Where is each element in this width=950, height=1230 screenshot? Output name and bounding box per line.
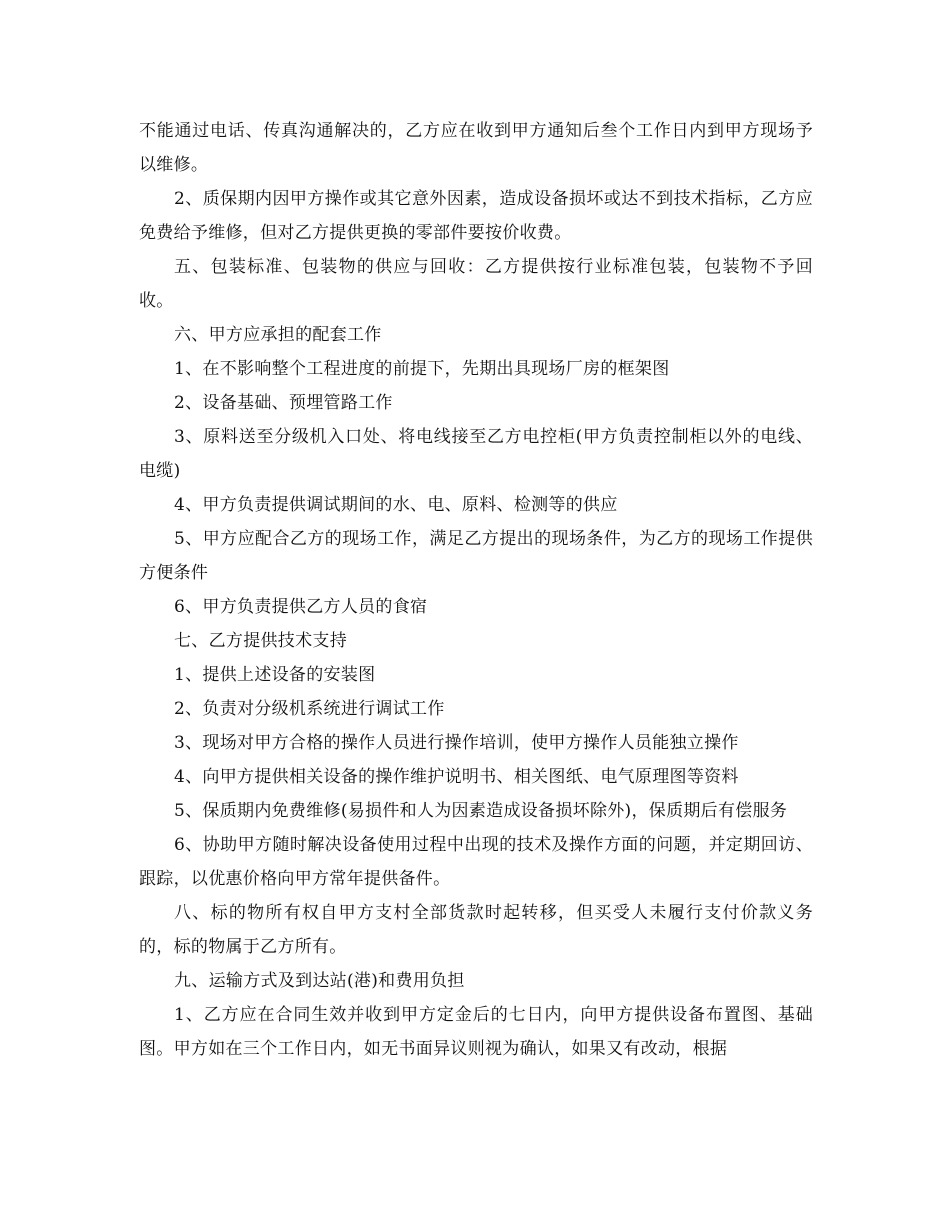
paragraph-15: 4、向甲方提供相关设备的操作维护说明书、相关图纸、电气原理图等资料 xyxy=(174,767,739,787)
paragraph-8: 4、甲方负责提供调试期间的水、电、原料、检测等的供应 xyxy=(174,495,618,515)
paragraph-12: 1、提供上述设备的安装图 xyxy=(174,665,376,685)
paragraph-2: 2、质保期内因甲方操作或其它意外因素，造成设备损坏或达不到技术指标，乙方应免费给予维修，但对乙方提供更换的零部件要按价收费。 xyxy=(139,189,813,243)
paragraph-5: 1、在不影响整个工程进度的前提下，先期出具现场厂房的框架图 xyxy=(174,359,670,379)
paragraph-14: 3、现场对甲方合格的操作人员进行操作培训，使甲方操作人员能独立操作 xyxy=(174,733,739,753)
document-body xyxy=(139,114,813,1066)
paragraph-7: 3、原料送至分级机入口处、将电线接至乙方电控柜(甲方负责控制柜以外的电线、电缆) xyxy=(139,427,813,481)
paragraph-1: 不能通过电话、传真沟通解决的，乙方应在收到甲方通知后叁个工作日内到甲方现场予以维修。 xyxy=(139,121,813,175)
section-heading-9: 九、运输方式及到达站(港)和费用负担 xyxy=(174,971,465,991)
paragraph-3: 五、包装标准、包装物的供应与回收：乙方提供按行业标准包装，包装物不予回收。 xyxy=(139,257,813,311)
paragraph-20: 1、乙方应在合同生效并收到甲方定金后的七日内，向甲方提供设备布置图、基础图。甲方如在三个工作日内，如无书面异议则视为确认，如果又有改动，根据 xyxy=(139,1005,813,1059)
paragraph-10: 6、甲方负责提供乙方人员的食宿 xyxy=(174,597,428,617)
section-heading-8: 八、标的物所有权自甲方支村全部货款时起转移，但买受人未履行支付价款义务的，标的物属于乙方所有。 xyxy=(139,903,813,957)
paragraph-9: 5、甲方应配合乙方的现场工作，满足乙方提出的现场条件，为乙方的现场工作提供方便条件 xyxy=(139,529,813,583)
section-heading-7: 七、乙方提供技术支持 xyxy=(174,631,347,651)
paragraph-17: 6、协助甲方随时解决设备使用过程中出现的技术及操作方面的问题，并定期回访、跟踪，以优惠价格向甲方常年提供备件。 xyxy=(139,835,813,889)
paragraph-16: 5、保质期内免费维修(易损件和人为因素造成设备损坏除外)，保质期后有偿服务 xyxy=(174,801,788,821)
section-heading-6: 六、甲方应承担的配套工作 xyxy=(174,325,382,345)
paragraph-13: 2、负责对分级机系统进行调试工作 xyxy=(174,699,445,719)
paragraph-6: 2、设备基础、预埋管路工作 xyxy=(174,393,393,413)
